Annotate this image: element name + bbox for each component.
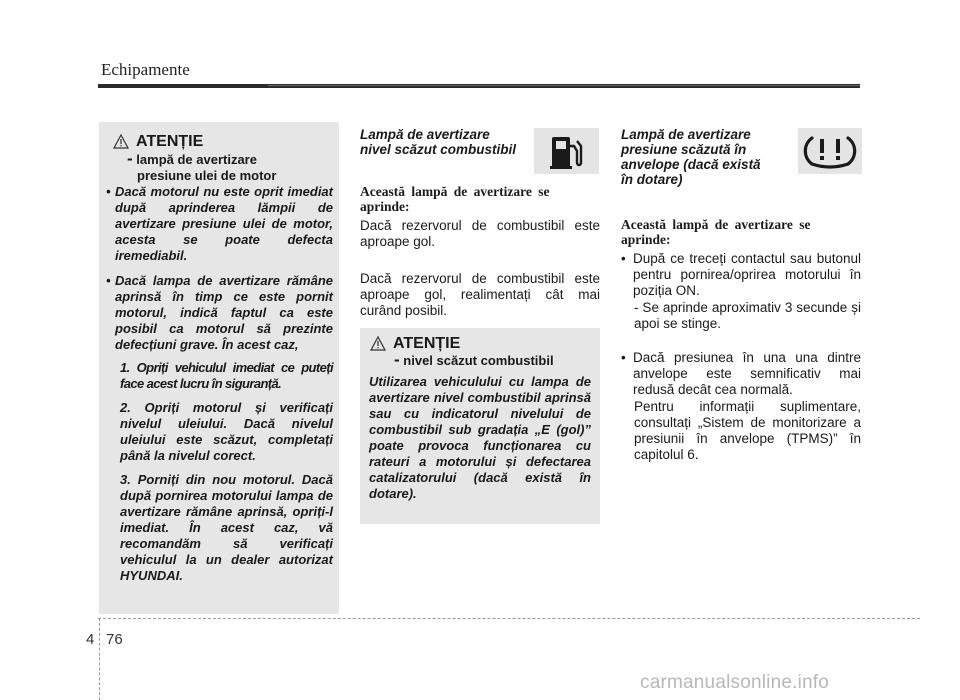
- page-header-title: Echipamente: [101, 60, 190, 79]
- fuel-section-title: Lampă de avertizare nivel scăzut combustibil: [360, 127, 517, 157]
- oil-bullet-2: • Dacă lampa de avertizare rămâne aprinsă în timp ce este pornit motorul, indică faptul ca este posibil ca motorul să prezinte defecțiuni grave. În acest caz,: [106, 273, 333, 352]
- warning-subtitle: - lampă de avertizare presiune ulei de motor: [127, 149, 277, 183]
- tire-icon-box: [798, 128, 862, 174]
- fuel-warning-box: [360, 328, 600, 524]
- tire-bullet-2: • Dacă presiunea în una una dintre anvelope este semnificativ mai redusă decât cea normală.: [621, 350, 861, 397]
- oil-step-1: 1. Opriți vehiculul imediat ce puteți face acest lucru în siguranță.: [120, 360, 333, 391]
- tire-sub-1: - Se aprinde aproximativ 3 secunde și apoi se stinge.: [634, 300, 861, 331]
- tire-section-title: Lampă de avertizare presiune scăzută în anvelope (dacă există în dotare): [621, 127, 761, 187]
- fuel-pump-icon: [534, 128, 599, 174]
- oil-pressure-warning-box: [99, 122, 339, 614]
- warning-title: ATENȚIE: [136, 133, 204, 150]
- oil-step-3: 3. Porniți din nou motorul. Dacă după pornirea motorului lampa de avertizare rămâne aprinsă, opriți-l imediat. În acest caz, vă recomandăm să verificați vehiculul la un dealer autorizat HYUNDAI.: [120, 472, 333, 583]
- fuel-warning-header: [370, 336, 594, 352]
- tire-pressure-icon: [798, 128, 862, 174]
- watermark-text: carmanualsonline.info: [640, 672, 830, 693]
- fuel-paragraph-2: Dacă rezervorul de combustibil este aproape gol, realimentați cât mai curând posibil.: [360, 271, 600, 318]
- oil-bullet-1: • Dacă motorul nu este oprit imediat după aprinderea lămpii de avertizare presiune ulei de motor, acesta se poate defecta iremediabil.: [106, 184, 333, 263]
- fuel-warning-subtitle: - nivel scăzut combustibil: [394, 350, 554, 369]
- tire-paragraph: Pentru informații suplimentare, consultați „Sistem de monitorizare a presiunii în anvelope (TPMS)” în capitolul 6.: [634, 399, 861, 462]
- oil-step-2: 2. Opriți motorul și verificați nivelul uleiului. Dacă nivelul uleiului este scăzut, completați până la nivelul corect.: [120, 400, 333, 463]
- warning-triangle-icon: [113, 134, 129, 149]
- fuel-paragraph-1: Dacă rezervorul de combustibil este aproape gol.: [360, 218, 600, 249]
- warning-triangle-icon: [370, 336, 386, 351]
- chapter-number: 4: [86, 631, 95, 648]
- fuel-lead-text: Această lampă de avertizare se aprinde:: [360, 184, 550, 214]
- page-number: 76: [106, 631, 123, 648]
- warning-header: [113, 134, 331, 150]
- tire-bullet-1: • După ce treceți contactul sau butonul pentru pornirea/oprirea motorului în poziția ON.: [621, 251, 861, 298]
- header-rule: [98, 84, 860, 88]
- footer-divider: [99, 618, 100, 700]
- tire-lead-text: Această lampă de avertizare se aprinde:: [621, 217, 811, 247]
- fuel-icon-box: [534, 128, 599, 174]
- fuel-warning-title: ATENȚIE: [393, 335, 461, 352]
- footer-rule: [98, 618, 920, 619]
- fuel-warning-text: Utilizarea vehiculului cu lampa de avertizare nivel combustibil aprinsă sau cu indicatorul nivelului de combustibil sub gradația „E (gol)” poate provoca funcționarea cu rateuri a motorului și defectarea catalizatorului (dacă există în dotare).: [369, 374, 591, 501]
